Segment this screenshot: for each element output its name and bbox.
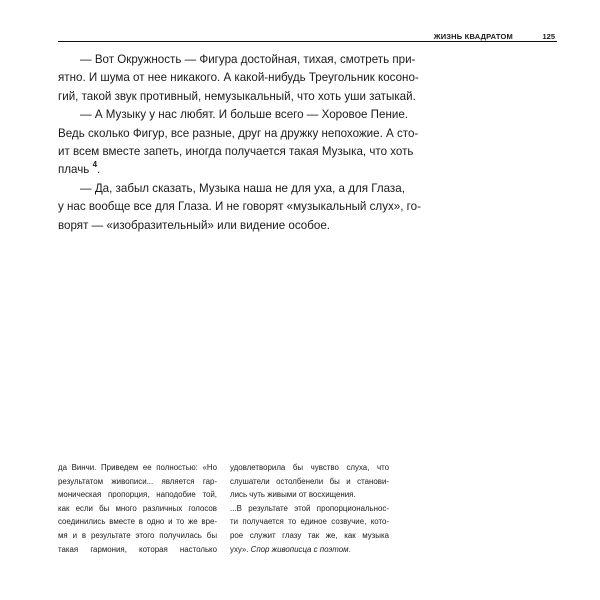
footnote-line: мя и в результате этого получилась бы	[58, 530, 217, 540]
text-line: ятно. И шума от нее никакого. А какой-нибудь Треугольник косоно-	[58, 71, 419, 85]
citation-source: Спор живописца с поэтом	[250, 544, 349, 554]
main-text	[58, 51, 421, 235]
footnote-line: слушатели остолбенели бы и станови-	[230, 476, 389, 486]
text-line: плачь $^4$.	[58, 160, 101, 177]
footnote-line: ухy». Спор живописца с поэтом.	[230, 544, 351, 554]
footnote-line: рое служит глазу так же, как музыка	[230, 530, 389, 540]
footnote-column-2	[230, 461, 389, 556]
text-fragment: плачь	[58, 163, 90, 177]
text-line: гий, такой звук противный, немузыкальный, что хоть уши затыкай.	[58, 89, 416, 103]
page-number: 125	[542, 32, 555, 41]
footnote-line: соединились вместе в одно и то же вре-	[58, 517, 217, 527]
footnote-line: ти получается то единое созвучие, кото-	[230, 517, 389, 527]
text-line: — Вот Окружность — Фигура достойная, тихая, смотреть при-	[80, 53, 416, 66]
footnote-line: удовлетворила бы чувство слуха, что	[230, 463, 389, 472]
text-line: — А Музыку у нас любят. И больше всего — Хоровое Пение.	[80, 108, 409, 122]
footnote-line: моническая пропорция, наподобие той,	[58, 490, 217, 500]
footnote-reference: 4	[92, 160, 98, 170]
footnote-line: результатом живописи... является гар-	[58, 476, 217, 486]
text-line: — Да, забыл сказать, Музыка наша не для уха, а для Глаза,	[80, 181, 405, 195]
text-line: ворят — «изобразительный» или видение особое.	[58, 218, 331, 232]
footnote-line: как если бы много различных голосов	[58, 503, 217, 513]
footnote-line: такая гармония, которая настолько	[58, 544, 217, 554]
footnote-line: лись чуть живыми от восхищения.	[230, 490, 356, 500]
running-header	[58, 30, 557, 42]
text-line: ит всем вместе запеть, иногда получается такая Музыка, что хоть	[58, 144, 414, 158]
text-line: Ведь сколько Фигур, все разные, друг на дружку непохожие. А сто-	[58, 126, 419, 140]
text-line: у нас вообще все для Глаза. И не говорят «музыкальный слух», го-	[58, 200, 421, 214]
header-title: ЖИЗНЬ КВАДРАТОМ	[433, 32, 513, 41]
footnote-line: да Винчи. Приведем ее полностью: «Но	[58, 463, 217, 472]
text-fragment: ухy».	[230, 544, 249, 554]
footnote-column-1	[58, 461, 217, 556]
footnote-line: ...В результате этой пропорциональнос-	[230, 503, 389, 513]
